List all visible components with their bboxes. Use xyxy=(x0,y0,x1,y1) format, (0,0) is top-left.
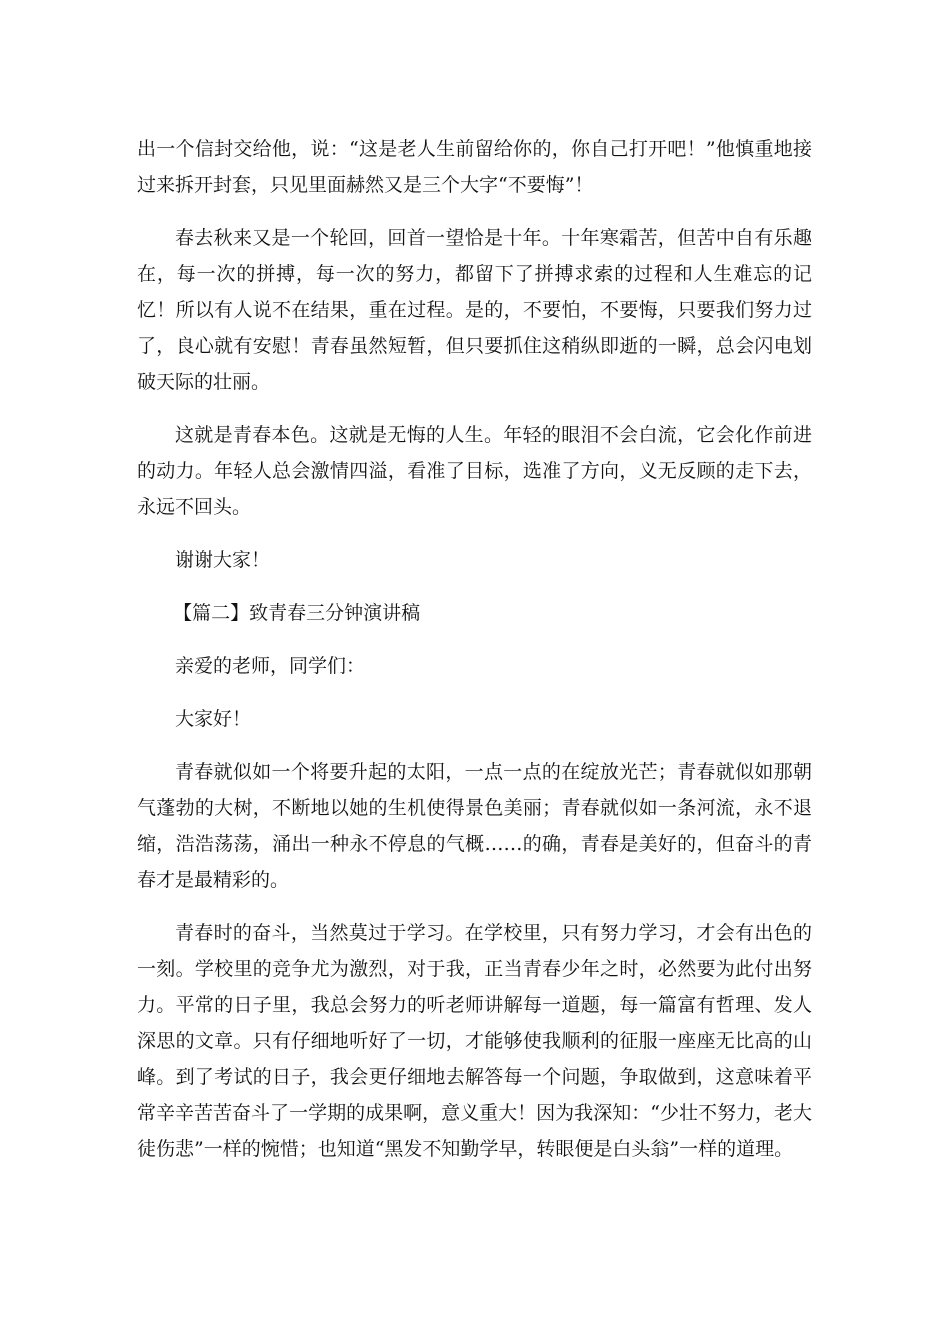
paragraph-thanks: 谢谢大家！ xyxy=(175,549,271,571)
document-body xyxy=(137,131,812,1184)
paragraph-youth-true-color: 这就是青春本色。这就是无悔的人生。年轻的眼泪不会白流，它会化作前进的动力。年轻人总会激情四溢，看准了目标，选准了方向，义无反顾的走下去，永远不回头。 xyxy=(137,424,812,518)
paragraph-greeting-audience: 亲爱的老师，同学们： xyxy=(175,655,366,677)
section-heading: 【篇二】致青春三分钟演讲稿 xyxy=(173,602,421,624)
paragraph-letter: 出一个信封交给他，说：“这是老人生前留给你的，你自己打开吧！”他慎重地接过来拆开封套，只见里面赫然又是三个大字“不要悔”！ xyxy=(137,138,812,196)
paragraph-spring-autumn: 春去秋来又是一个轮回，回首一望恰是十年。十年寒霜苦，但苦中自有乐趣在，每一次的拼搏，每一次的努力，都留下了拼搏求索的过程和人生难忘的记忆！所以有人说不在结果，重在过程。是的，不要怕，不要悔，只要我们努力过了，良心就有安慰！青春虽然短暂，但只要抓住这稍纵即逝的一瞬，总会闪电划破天际的壮丽。 xyxy=(137,227,812,393)
paragraph-youth-sun: 青春就似如一个将要升起的太阳，一点一点的在绽放光芒；青春就似如那朝气蓬勃的大树，不断地以她的生机使得景色美丽；青春就似如一条河流，永不退缩，浩浩荡荡，涌出一种永不停息的气概……的确，青春是美好的，但奋斗的青春才是最精彩的。 xyxy=(137,761,812,891)
paragraph-youth-study: 青春时的奋斗，当然莫过于学习。在学校里，只有努力学习，才会有出色的一刻。学校里的竞争尤为激烈，对于我，正当青春少年之时，必然要为此付出努力。平常的日子里，我总会努力的听老师讲解每一道题，每一篇富有哲理、发人深思的文章。只有仔细地听好了一切，才能够使我顺利的征服一座座无比高的山峰。到了考试的日子，我会更仔细地去解答每一个问题，争取做到，这意味着平常辛辛苦苦奋斗了一学期的成果啊，意义重大！因为我深知：“少壮不努力，老大徒伤悲”一样的惋惜；也知道“黑发不知勤学早，转眼便是白头翁”一样的道理。 xyxy=(137,922,812,1160)
paragraph-hello: 大家好！ xyxy=(175,708,252,730)
